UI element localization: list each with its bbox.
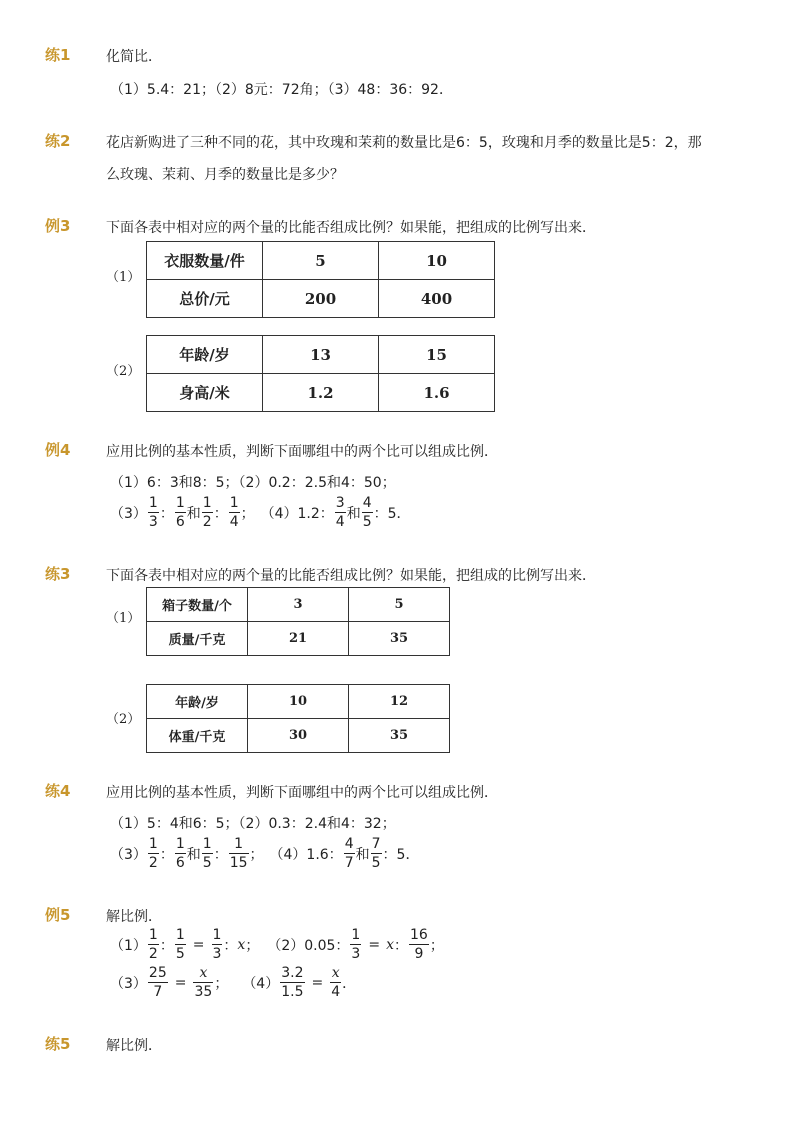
table-label: （1） xyxy=(106,270,141,285)
table-cell-header: 身高/米 xyxy=(147,374,263,412)
fraction: $\frac{3.2}{1.5}$ xyxy=(281,965,304,1000)
table-cell-header: 衣服数量/件 xyxy=(147,242,263,280)
variable: x xyxy=(386,936,394,953)
fraction-row: （3） $\frac{1}{2}$ ： $\frac{1}{6}$ 和 $\frac{1}{5}$ ： $\frac{1}{15}$ ； （4）1.6： $\frac{4}{7}$ 和 $\frac{7}{5}$ ：5． xyxy=(110,836,420,871)
example-label: 例3 xyxy=(45,217,71,235)
problem-label: 练4 xyxy=(45,782,71,800)
fraction: $\frac{1}{4}$ xyxy=(229,495,239,530)
example-label: 例4 xyxy=(45,441,71,459)
problem-label: 练1 xyxy=(45,46,71,64)
item-number: （4）1.2： xyxy=(260,505,334,522)
table-cell: 35 xyxy=(349,622,450,656)
fraction: $\frac{1}{6}$ xyxy=(175,495,185,530)
fraction-row: （3） $\frac{1}{3}$ ： $\frac{1}{6}$ 和 $\frac{1}{2}$ ： $\frac{1}{4}$ ； （4）1.2： $\frac{3}{4}$ 和 $\frac{4}{5}$ ：5． xyxy=(110,495,411,530)
problem-text-line1: 花店新购进了三种不同的花，其中玫瑰和茉莉的数量比是6：5，玫瑰和月季的数量比是5：2，那 xyxy=(106,135,702,151)
problem-text: 下面各表中相对应的两个量的比能否组成比例？如果能，把组成的比例写出来． xyxy=(106,220,596,236)
fraction: $\frac{1}{15}$ xyxy=(229,836,248,871)
problem-subitems: （1）5：4和6：5；（2）0.3：2.4和4：32； xyxy=(110,816,396,832)
table-cell: 10 xyxy=(379,242,495,280)
table-cell: 10 xyxy=(248,685,349,719)
table-label: （1） xyxy=(106,611,141,626)
fraction: $\frac{3}{4}$ xyxy=(335,495,345,530)
table-cell: 35 xyxy=(349,719,450,753)
problem-label: 练5 xyxy=(45,1035,71,1053)
table-cell-header: 年龄/岁 xyxy=(147,685,248,719)
table-cell: 30 xyxy=(248,719,349,753)
data-table-age-height xyxy=(146,335,495,412)
table-cell: 3 xyxy=(248,588,349,622)
equation-row: （3） $\frac{25}{7}$ = $\frac{x}{35}$ ； （4） $\frac{3.2}{1.5}$ = $\frac{x}{4}$ ． xyxy=(110,965,357,1000)
problem-text-line2: 么玫瑰、茉莉、月季的数量比是多少？ xyxy=(106,167,344,183)
problem-text: 下面各表中相对应的两个量的比能否组成比例？如果能，把组成的比例写出来． xyxy=(106,568,596,584)
table-cell: 15 xyxy=(379,336,495,374)
table-cell-header: 箱子数量/个 xyxy=(147,588,248,622)
data-table-boxes xyxy=(146,587,450,656)
fraction: $\frac{1}{2}$ xyxy=(202,495,212,530)
problem-text: 化简比． xyxy=(106,49,162,65)
fraction: $\frac{1}{3}$ xyxy=(351,927,361,962)
fraction: $\frac{1}{6}$ xyxy=(175,836,185,871)
fraction: $\frac{x}{4}$ xyxy=(331,965,341,1000)
table-cell: 21 xyxy=(248,622,349,656)
data-table-age-weight xyxy=(146,684,450,753)
table-cell-header: 体重/千克 xyxy=(147,719,248,753)
table-cell: 1.2 xyxy=(263,374,379,412)
table-label: （2） xyxy=(106,712,141,727)
item-number: （2）0.05： xyxy=(267,937,350,954)
fraction: $\frac{1}{3}$ xyxy=(148,495,158,530)
fraction: $\frac{25}{7}$ xyxy=(148,965,167,1000)
problem-subitems: （1）6：3和8：5；（2）0.2：2.5和4：50； xyxy=(110,475,396,491)
item-number: （3） xyxy=(110,846,147,863)
example-label: 例5 xyxy=(45,906,71,924)
problem-text: 应用比例的基本性质，判断下面哪组中的两个比可以组成比例． xyxy=(106,785,498,801)
table-cell: 12 xyxy=(349,685,450,719)
data-table-clothes xyxy=(146,241,495,318)
table-cell: 200 xyxy=(263,280,379,318)
item-number: （4） xyxy=(242,975,280,992)
problem-text: 解比例． xyxy=(106,909,162,925)
fraction: $\frac{4}{7}$ xyxy=(344,836,354,871)
item-number: （4）1.6： xyxy=(269,846,343,863)
problem-subitems: （1）5.4：21；（2）8元：72角；（3）48：36：92． xyxy=(110,82,453,98)
problem-label: 练3 xyxy=(45,565,71,583)
fraction: $\frac{4}{5}$ xyxy=(362,495,372,530)
item-number: （1） xyxy=(110,937,147,954)
table-cell: 1.6 xyxy=(379,374,495,412)
fraction: $\frac{1}{5}$ xyxy=(175,927,185,962)
problem-text: 解比例． xyxy=(106,1038,162,1054)
fraction: $\frac{1}{2}$ xyxy=(148,927,158,962)
problem-text: 应用比例的基本性质，判断下面哪组中的两个比可以组成比例． xyxy=(106,444,498,460)
fraction: $\frac{16}{9}$ xyxy=(409,927,428,962)
table-label: （2） xyxy=(106,364,141,379)
fraction: $\frac{1}{5}$ xyxy=(202,836,212,871)
equation-row: （1） $\frac{1}{2}$ ： $\frac{1}{5}$ = $\frac{1}{3}$ ： x ； （2）0.05： $\frac{1}{3}$ = x ： $\frac{16}{9}$ ； xyxy=(110,927,444,962)
table-cell: 5 xyxy=(349,588,450,622)
problem-label: 练2 xyxy=(45,132,71,150)
table-cell: 5 xyxy=(263,242,379,280)
fraction: $\frac{x}{35}$ xyxy=(194,965,213,1000)
fraction: $\frac{1}{3}$ xyxy=(212,927,222,962)
table-cell-header: 年龄/岁 xyxy=(147,336,263,374)
variable: x xyxy=(237,936,246,953)
table-cell: 13 xyxy=(263,336,379,374)
fraction: $\frac{1}{2}$ xyxy=(148,836,158,871)
item-number: （3） xyxy=(110,505,147,522)
table-cell-header: 质量/千克 xyxy=(147,622,248,656)
item-number: （3） xyxy=(110,975,147,992)
table-cell: 400 xyxy=(379,280,495,318)
fraction: $\frac{7}{5}$ xyxy=(371,836,381,871)
table-cell-header: 总价/元 xyxy=(147,280,263,318)
